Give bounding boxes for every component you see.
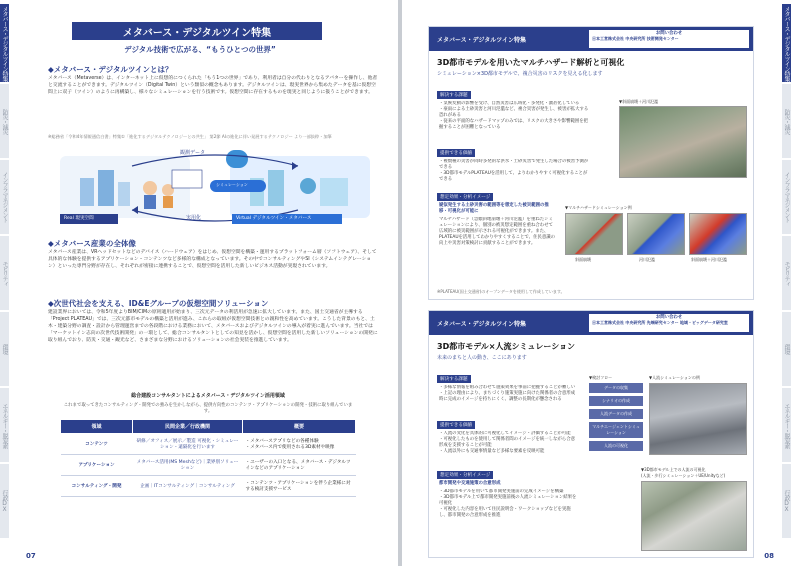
right-side-tabs (782, 4, 800, 562)
slope-sim-image (565, 213, 623, 255)
image-caption-3d: ▼3D都市モデル上での人流の可視化 (641, 467, 706, 472)
table-note: これまで取ってきたコンサルティング・開発での強みを生かしながら、提供方向性のコンテンツ・アプリケーションの開発・技術に取り組んでいます。 (63, 403, 353, 414)
tab-environment[interactable]: 環境 (0, 312, 9, 386)
image-caption-multi: ▼マルチハザードシミュレーション例 (565, 205, 632, 210)
combined-sim-image (689, 213, 747, 255)
section-title-what: ◆メタバース・デジタルツインとは？ (48, 65, 173, 74)
contact-title: お問い合わせ (655, 31, 683, 36)
tab-metaverse[interactable]: メタバース・デジタルツイン特集 (783, 5, 790, 81)
effect-headline: 疑似発生する土砂災害の範囲等を想定した被災範囲の推移・可視化が可能に (439, 203, 549, 214)
left-page (0, 0, 398, 566)
pedestrian-card (428, 310, 754, 558)
table-row (61, 434, 356, 455)
image-caption-3d-sub: (人流・歩行シミュレーション＋UE/Unityなど) (641, 473, 726, 478)
card-subtitle: シミュレーション×3D都市モデルで、複合災害のリスクを見える化します (437, 71, 603, 77)
contact-title: お問い合わせ (655, 315, 683, 320)
label-slope: 斜面崩壊 (575, 257, 591, 262)
row-mid: 企画｜ITコンサルティング｜コンサルティング (133, 476, 243, 497)
feature-banner: メタバース・デジタルツイン特集 (72, 22, 322, 40)
arrow-implementation-label: 実用化 (186, 215, 202, 221)
tab-metaverse[interactable]: メタバース・デジタルツイン特集 (1, 5, 8, 81)
issue-list: ・気候変動の影響を受け、自然災害は広域化・多発化・激甚化している ・豪雨による土砂災害と河川氾濫など、複合災害が発生し、被害が拡大する恐れがある ・従来の平面的なハザードマップのみでは、リスクの大きさや影響範囲を把握することが困難となっている (439, 101, 589, 130)
table-header: 概要 (243, 420, 356, 434)
tab-gov-dx[interactable]: 行政DX (0, 464, 9, 538)
flow-title: ▼検討フロー (589, 375, 613, 380)
section-title-industry: ◆メタバース産業の全体像 (48, 239, 136, 248)
section-text-what: メタバース（Metaverse）は、インターネット上に仮想的につくられた「もう1つの世界」であり、利用者は自分の代わりとなるアバターを操作し、他者と交流することができます。デジタルツイン（Digital Twin）という類似の概念もあります。デジタルツインは、現実世界から集めたデータを基に仮想空間上に双子（ツイン）のように再構築し、様々なシミュレーションを行う技術です。仮想空間に存在するものを現実と同じように扱うことができます。 (48, 76, 378, 95)
flow-step: シナリオの作成 (589, 396, 643, 406)
contact-text: 日本工営株式会社 中央研究所 先端研究センター 地域・ビッグデータ研究室 (592, 320, 728, 325)
value-list: ・人流の変化を具体的に可視化してイメージ・評価することが可能 ・可視化したものを使用して関係者間のイメージを統一しながら合意形成を支援することが可能 ・人流以外にも交通事情量など多様な要素を反映可能 (439, 431, 575, 454)
card-header (429, 311, 753, 335)
row-label: コンサルティング・開発 (61, 476, 133, 497)
issue-list: ・多様な情報を組み合わせて施策効果を事前に把握することが難しい ・上記の理由により、まちづくり施策実施に向けた関係者の合意形成時に完成のイメージを持ちにくく、調整の長期化が懸念される (439, 385, 576, 402)
city-3d-image (641, 481, 747, 551)
contact-box (589, 314, 749, 332)
tab-gov-dx[interactable]: 行政DX (782, 464, 791, 538)
domain-table (60, 419, 356, 497)
hazard-3d-image (619, 106, 747, 178)
effect-list: ・3D都市モデルを用いて都市開発実施前の完成イメージを構築 ・3D都市モデル上で都市開発実施前後の人流シミュレーション結果を可視化 ・可視化した内容を用いて住民説明会・ワークショップなどを実施し、都市開発の合意形成を推進 (439, 489, 577, 518)
effect-detail: マルチハザード（急傾斜地崩壊＋河川氾濫）を重ねたシミュレーションにより、個別の被災想定範囲を重ね合わせて広域的に被災範囲が示される可視化ができます。また、PLATEAUを活用してわかりやすくすることで、住民意識の向上や災害対策検討に貢献することができます。 (439, 217, 556, 246)
card-title: 3D都市モデル×人流シミュレーション (437, 342, 576, 351)
section-text-solution: 建設業界においては、令和5年度よりBIM/CIMの原則適用が始まり、三次元データの利活用が急速に拡大しています。また、国土交通省が主導する「Project PLATEAU」では、三次元都市モデルの構築と活用が進み、これらの取組が仮想空間技術との親和性を高めています。こうした背景のもと、土木・建築分野の調査・設計から管理運営までの各段階における業務において、メタバースおよびデジタルツインの導入が着実に進んでいます。当社では「マーケットイン志向の次世代技術開発」の一環として、総合コンサルタントとしての知見を活かし、仮想空間を活用した新しいソリューションの開発に取り組んでおり、防災・交通・観光など、さまざまな分野におけるソリューションの社会実装を推進しています。 (48, 310, 378, 343)
image-caption-pedestrian: ▼人流シミュレーションの例 (649, 375, 700, 380)
image-caption-slope: ▼斜面崩壊＋河川氾濫 (619, 99, 659, 104)
table-caption: 総合建設コンサルタントによるメタバース・デジタルツイン活用領域 (131, 393, 285, 399)
card-footnote: ※PLATEAU(国土交通省)のオープンデータを使用して作成しています。 (437, 289, 565, 294)
left-side-tabs (0, 4, 18, 562)
card-title: 3D都市モデルを用いたマルチハザード解析と可視化 (437, 58, 625, 67)
flow-step: 人流データの作成 (589, 409, 643, 419)
right-page (402, 0, 800, 566)
pedestrian-sim-image (649, 383, 747, 455)
page-number: 07 (26, 552, 36, 560)
tab-disaster[interactable]: 防災・減災 (0, 84, 9, 158)
river-sim-image (627, 213, 685, 255)
effect-tag: 想定効果・分析イメージ (437, 193, 493, 201)
value-tag: 提供できる価値 (437, 149, 475, 157)
contact-text: 日本工営株式会社 中央研究所 技術開発センター (592, 36, 679, 41)
tab-environment[interactable]: 環境 (782, 312, 791, 386)
label-combined: 斜面崩壊＋河川氾濫 (691, 257, 727, 262)
card-header-label: メタバース・デジタルツイン特集 (437, 36, 526, 44)
row-label: アプリケーション (61, 455, 133, 476)
flow-step: 人流の可視化 (589, 441, 643, 451)
contact-box (589, 30, 749, 48)
table-header: 領域 (61, 420, 133, 434)
tab-disaster[interactable]: 防災・減災 (782, 84, 791, 158)
section-note: ※総務省「令和4年情報通信白書」特集①「進化するデジタルテクノロジーとの共生」 第2節 AIの進化に伴い発展するテクノロジー より一部抜粋・加筆 (48, 134, 332, 139)
card-header (429, 27, 753, 51)
tab-infra[interactable]: インフラマネジメント (782, 160, 791, 234)
value-list: ・複数種の災害が同時多発的な洪水・土砂災害で発生した場合の被害予測ができる ・3D都市モデルPLATEAUを活用して、よりわかりやすく可視化することができる (439, 159, 589, 182)
tab-mobility[interactable]: モビリティ (782, 236, 791, 310)
flow-step: データの収集 (589, 383, 643, 393)
table-row (61, 455, 356, 476)
tab-infra[interactable]: インフラマネジメント (0, 160, 9, 234)
real-virtual-illustration (60, 148, 370, 226)
hazard-card (428, 26, 754, 300)
effect-tag: 想定効果・分析イメージ (437, 471, 493, 479)
real-space-tag: Real 現実空間 (64, 216, 94, 221)
card-subtitle: 未来のまちと人の動き、ここにあります (437, 355, 527, 361)
row-desc: ・メタバースアプリなどの各種体験 ・メタバース内で使用される3D素材や映像 (243, 434, 356, 455)
row-desc: ・ユーザーの入口となる、メタバース・デジタルツインなどのアプリケーション (243, 455, 356, 476)
virtual-space-tag: Virtual デジタルツイン・メタバース (236, 216, 312, 221)
issue-tag: 解決する課題 (437, 91, 471, 99)
section-title-solution: ◆次世代社会を支える、ID&Eグループの仮想空間ソリューション (48, 299, 269, 308)
effect-headline: 都市開発や交通施策の合意形成 (439, 481, 501, 486)
feature-subtitle: デジタル技術で広がる、“もうひとつの世界” (124, 45, 276, 54)
card-header-label: メタバース・デジタルツイン特集 (437, 320, 526, 328)
value-tag: 提供できる価値 (437, 421, 475, 429)
simulation-label: シミュレーション (216, 182, 248, 187)
row-mid: 研修／オフィス／展示／製造 可視化・シミュレーション・遠隔化を行います (133, 434, 243, 455)
arrow-observation-label: 観測データ (180, 150, 206, 156)
flow-step: マルチエージェントシミュレーション (589, 422, 643, 438)
tab-mobility[interactable]: モビリティ (0, 236, 9, 310)
table-header: 民間企業／行政機関 (133, 420, 243, 434)
row-label: コンテンツ (61, 434, 133, 455)
domain-table-block (60, 392, 356, 497)
section-text-industry: メタバース産業は、VRヘッドセットなどのデバイス（ハードウェア）をはじめ、仮想空間を構築・運用するプラットフォーム層（ソフトウェア）、そして具体的な体験を提供するアプリケーション・コンテンツなど多様的な構成となっています。その中でコンサルティングやSI（システムインテグレーション）といった専門分野が存在し、それぞれが密接に連携することで、仮想空間を活用した新しいビジネス活動が実現されています。 (48, 250, 377, 269)
tab-energy[interactable]: エネルギー・脱炭素 (782, 388, 791, 462)
label-river: 河川氾濫 (639, 257, 655, 262)
row-desc: ・コンテンツ・アプリケーションを伴う企業様に対する検討支援サービス (243, 476, 356, 497)
page-number: 08 (764, 552, 774, 560)
tab-energy[interactable]: エネルギー・脱炭素 (0, 388, 9, 462)
study-flow (589, 383, 643, 451)
issue-tag: 解決する課題 (437, 375, 471, 383)
table-row (61, 476, 356, 497)
row-mid: メタバース活用(MS Meshなど)｜業界別ソリューション (133, 455, 243, 476)
